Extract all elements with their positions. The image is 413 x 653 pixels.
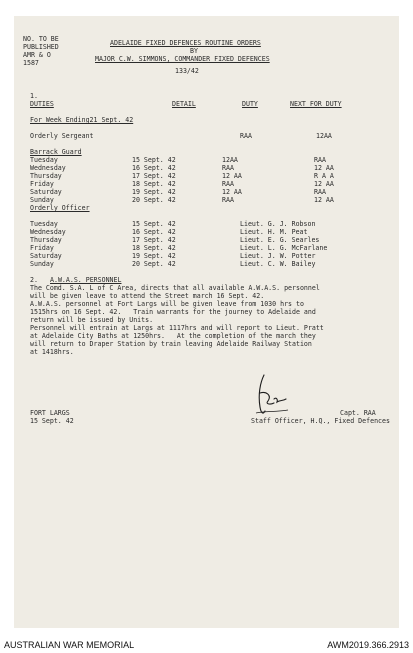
date-cell: 18 Sept. 42 <box>132 180 176 188</box>
body-line: return will be issued by Units. <box>30 316 154 324</box>
date-cell: 20 Sept. 42 <box>132 260 176 268</box>
order-author: MAJOR C.W. SIMMONS, COMMANDER FIXED DEFENCES <box>95 55 270 63</box>
caption-institution: AUSTRALIAN WAR MEMORIAL <box>4 640 135 650</box>
orderly-sergeant-duty: RAA <box>240 132 252 140</box>
footer-place: FORT LARGS <box>30 409 70 417</box>
body-line: Personnel will entrain at Largs at 1117hrs and will report to Lieut. Pratt <box>30 324 324 332</box>
day-cell: Friday <box>30 244 54 252</box>
stamp-line-1: NO. TO BE <box>23 35 59 43</box>
officer-cell: Lieut. J. W. Potter <box>240 252 316 260</box>
date-cell: 19 Sept. 42 <box>132 252 176 260</box>
date-cell: 17 Sept. 42 <box>132 236 176 244</box>
officer-cell: Lieut. C. W. Bailey <box>240 260 316 268</box>
barrack-guard-title: Barrack Guard <box>30 148 82 156</box>
column-next-for-duty: NEXT FOR DUTY <box>290 100 342 108</box>
stamp-line-2: PUBLISHED <box>23 43 59 51</box>
section-2-number: 2. <box>30 276 38 284</box>
section-2-heading: A.W.A.S. PERSONNEL <box>50 276 122 284</box>
column-duty: DUTY <box>242 100 258 108</box>
stamp-line-4: 1587 <box>23 59 39 67</box>
day-cell: Thursday <box>30 172 62 180</box>
next-cell: RAA <box>314 188 326 196</box>
day-cell: Saturday <box>30 252 62 260</box>
body-line: will be given leave to attend the Street march 16 Sept. 42. <box>30 292 265 300</box>
date-cell: 15 Sept. 42 <box>132 220 176 228</box>
day-cell: Friday <box>30 180 54 188</box>
day-cell: Sunday <box>30 260 54 268</box>
day-cell: Tuesday <box>30 220 58 228</box>
signatory-appointment: Staff Officer, H.Q., Fixed Defences <box>251 417 390 425</box>
orderly-sergeant-next: 12AA <box>316 132 332 140</box>
date-cell: 15 Sept. 42 <box>132 156 176 164</box>
date-cell: 16 Sept. 42 <box>132 164 176 172</box>
next-cell: 12 AA <box>314 196 334 204</box>
body-line: at Adelaide City Baths at 1250hrs. At the completion of the march they <box>30 332 316 340</box>
body-line: A.W.A.S. personnel at Fort Largs will be given leave from 1030 hrs to <box>30 300 304 308</box>
stamp-line-3: AMR & O <box>23 51 51 59</box>
order-title: ADELAIDE FIXED DEFENCES ROUTINE ORDERS <box>110 39 261 47</box>
duty-cell: 12 AA <box>222 172 242 180</box>
date-cell: 20 Sept. 42 <box>132 196 176 204</box>
next-cell: 12 AA <box>314 164 334 172</box>
officer-cell: Lieut. L. G. McFarlane <box>240 244 328 252</box>
week-ending: For Week Ending21 Sept. 42 <box>30 116 134 124</box>
handwritten-signature <box>250 373 290 417</box>
orderly-sergeant-label: Orderly Sergeant <box>30 132 94 140</box>
order-title-by: BY <box>190 47 198 55</box>
date-cell: 19 Sept. 42 <box>132 188 176 196</box>
day-cell: Thursday <box>30 236 62 244</box>
date-cell: 17 Sept. 42 <box>132 172 176 180</box>
body-line: 1515hrs on 16 Sept. 42. Train warrants for the journey to Adelaide and <box>30 308 316 316</box>
column-detail: DETAIL <box>172 100 196 108</box>
footer-date: 15 Sept. 42 <box>30 417 74 425</box>
date-cell: 16 Sept. 42 <box>132 228 176 236</box>
next-cell: R A A <box>314 172 334 180</box>
orderly-officer-title: Orderly Officer <box>30 204 90 212</box>
body-line: at 1418hrs. <box>30 348 74 356</box>
caption-accession-number: AWM2019.366.2913 <box>327 640 409 650</box>
officer-cell: Lieut. G. J. Robson <box>240 220 316 228</box>
day-cell: Wednesday <box>30 164 66 172</box>
day-cell: Tuesday <box>30 156 58 164</box>
duty-cell: RAA <box>222 196 234 204</box>
duty-cell: 12AA <box>222 156 238 164</box>
signatory-rank: Capt. RAA <box>340 409 376 417</box>
day-cell: Saturday <box>30 188 62 196</box>
day-cell: Sunday <box>30 196 54 204</box>
officer-cell: Lieut. E. G. Searles <box>240 236 320 244</box>
column-duties: DUTIES <box>30 100 54 108</box>
order-number: 133/42 <box>175 67 199 75</box>
next-cell: RAA <box>314 156 326 164</box>
body-line: The Comd. S.A. L of C Area, directs that all available A.W.A.S. personnel <box>30 284 320 292</box>
next-cell: 12 AA <box>314 180 334 188</box>
duty-cell: RAA <box>222 180 234 188</box>
duty-cell: 12 AA <box>222 188 242 196</box>
duty-cell: RAA <box>222 164 234 172</box>
section-1-number: 1. <box>30 92 38 100</box>
officer-cell: Lieut. H. M. Peat <box>240 228 308 236</box>
body-line: will return to Draper Station by train leaving Adelaide Railway Station <box>30 340 312 348</box>
day-cell: Wednesday <box>30 228 66 236</box>
date-cell: 18 Sept. 42 <box>132 244 176 252</box>
